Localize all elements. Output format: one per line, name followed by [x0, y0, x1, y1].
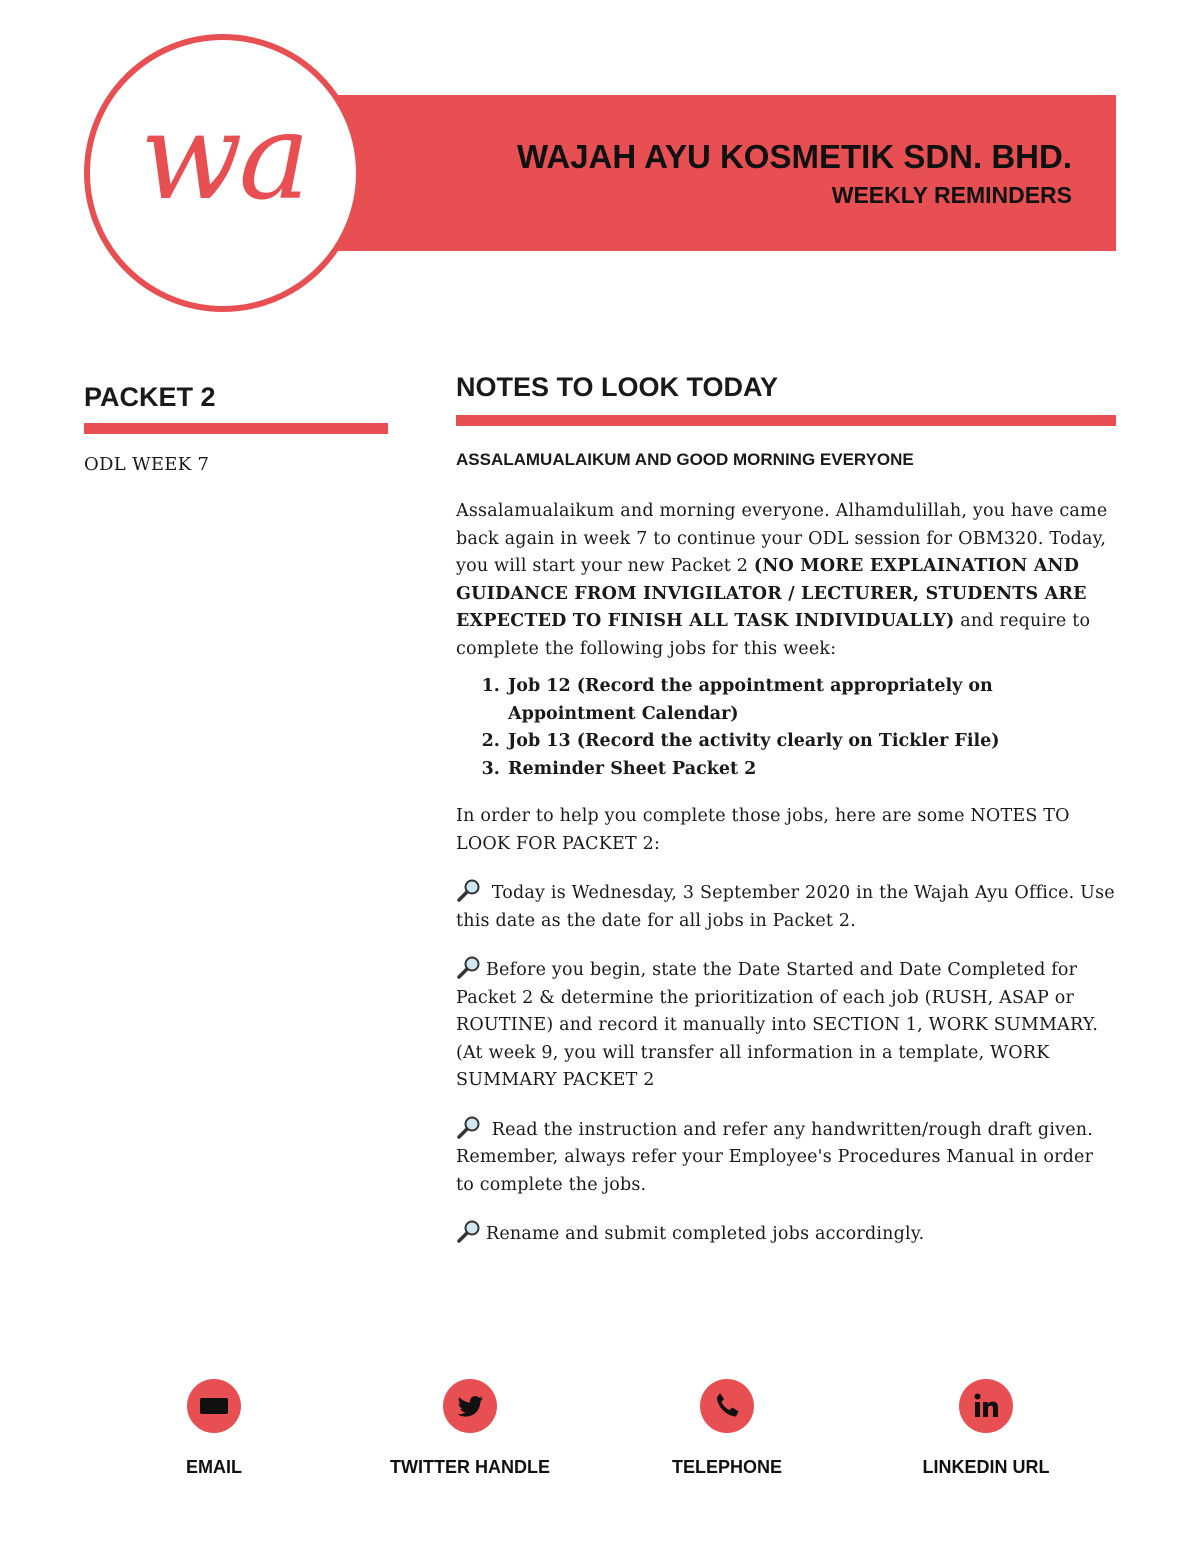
job-list — [456, 673, 1116, 783]
note-text: Rename and submit completed jobs accordingly. — [486, 1224, 925, 1244]
footer-telephone[interactable] — [617, 1379, 837, 1478]
email-label: EMAIL — [186, 1457, 242, 1477]
linkedin-icon[interactable] — [959, 1379, 1013, 1433]
footer-linkedin[interactable] — [876, 1379, 1096, 1478]
note-text: Read the instruction and refer any handwritten/rough draft given. Remember, always refer your Employee's Procedures Manual in order to complete the jobs. — [456, 1119, 1094, 1195]
packet-title: PACKET 2 — [84, 382, 388, 434]
list-item: 1. Job 12 (Record the appointment appropriately on Appointment Calendar) — [506, 673, 1116, 728]
linkedin-label: LINKEDIN URL — [922, 1457, 1050, 1477]
note-item — [456, 878, 1116, 935]
week-label: ODL WEEK 7 — [84, 454, 210, 475]
greeting-heading: ASSALAMUALAIKUM AND GOOD MORNING EVERYONE — [456, 450, 914, 469]
main-content — [456, 372, 1116, 1249]
telephone-icon[interactable] — [700, 1379, 754, 1433]
magnifier-icon — [456, 878, 482, 902]
company-name: WAJAH AYU KOSMETIK SDN. BHD. — [517, 138, 1072, 175]
footer-twitter[interactable] — [360, 1379, 580, 1478]
logo-text: wa — [139, 88, 307, 227]
notes-title: NOTES TO LOOK TODAY — [456, 372, 1116, 426]
magnifier-icon — [456, 1219, 482, 1243]
list-item: 2. Job 13 (Record the activity clearly on Tickler File) — [506, 728, 1116, 756]
intro-emphasis: (NO MORE EXPLAINATION AND GUIDANCE FROM INVIGILATOR / LECTURER, STUDENTS ARE EXPECTED TO FINISH ALL TASK INDIVIDUALLY) — [456, 556, 1087, 631]
intro-paragraph — [456, 498, 1116, 663]
list-item: 3. Reminder Sheet Packet 2 — [506, 756, 1116, 784]
magnifier-icon — [456, 955, 482, 979]
note-text: Before you begin, state the Date Started and Date Completed for Packet 2 & determine the prioritization of each job (RUSH, ASAP or ROUTINE) and record it manually into SECTION 1, WORK SUMMARY. (At week 9, you will transfer all information in a template, WORK SUMMARY PACKET 2 — [456, 960, 1099, 1090]
note-item — [456, 1219, 1116, 1249]
document-subtitle: WEEKLY REMINDERS — [831, 182, 1072, 208]
telephone-label: TELEPHONE — [671, 1457, 782, 1477]
twitter-label: TWITTER HANDLE — [390, 1457, 550, 1477]
twitter-icon[interactable] — [443, 1379, 497, 1433]
intro-text: Assalamualaikum and morning everyone. Alhamdulillah, you have came back again in week 7 to continue your ODL session for OBM320. Today, you will start your new Packet 2 — [456, 501, 1108, 576]
intro-text-end: and require to complete the following jobs for this week: — [456, 611, 1091, 659]
note-item — [456, 955, 1116, 1095]
note-text: Today is Wednesday, 3 September 2020 in the Wajah Ayu Office. Use this date as the date for all jobs in Packet 2. — [456, 883, 1115, 931]
note-item — [456, 1115, 1116, 1200]
logo — [84, 34, 362, 312]
email-icon[interactable] — [187, 1379, 241, 1433]
footer-email[interactable] — [104, 1379, 324, 1478]
help-paragraph: In order to help you complete those jobs, here are some NOTES TO LOOK FOR PACKET 2: — [456, 806, 1070, 854]
sidebar — [84, 382, 388, 475]
magnifier-icon — [456, 1115, 482, 1139]
